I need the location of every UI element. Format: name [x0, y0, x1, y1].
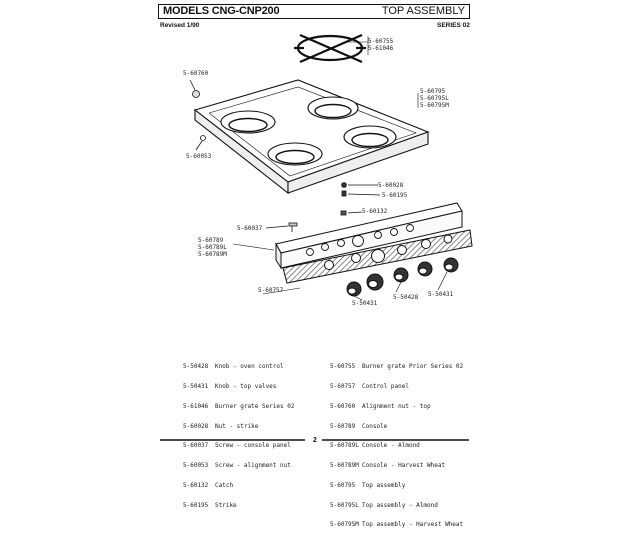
callout-screw-left: 5-60053: [186, 153, 212, 160]
part-number: 5-60132: [183, 481, 209, 489]
part-number: 5-50431: [183, 382, 209, 390]
part-number: 5-60789L: [330, 442, 359, 450]
part-number: 5-60037: [183, 442, 209, 450]
callout-top-c: 5-60795M: [420, 102, 449, 109]
parts-row: [330, 483, 463, 490]
section-title: TOP ASSEMBLY: [381, 5, 465, 17]
parts-row: [330, 424, 463, 431]
part-number: 5-60195: [183, 501, 209, 509]
part-desc: Knob - oven control: [215, 363, 284, 371]
part-number: 5-60789M: [330, 462, 359, 470]
parts-row: [330, 443, 463, 450]
part-desc: Nut - strike: [215, 422, 259, 430]
parts-row: [183, 503, 294, 510]
page-number: 2: [313, 437, 317, 444]
revised-date: Revised 1/90: [160, 22, 200, 29]
callout-catch: 5-60132: [362, 208, 388, 215]
callout-grate-a: 5-60755: [368, 38, 394, 45]
part-number: 5-60789: [330, 422, 356, 430]
part-number: 5-60757: [330, 382, 356, 390]
callout-top-b: 5-60795L: [420, 95, 449, 102]
part-desc: Knob - top valves: [215, 382, 277, 390]
part-desc: Strike: [215, 501, 237, 509]
part-number: 5-60795: [330, 481, 356, 489]
parts-row: [330, 503, 463, 510]
part-desc: Control panel: [362, 382, 409, 390]
parts-row: [183, 384, 294, 391]
parts-row: [183, 463, 294, 470]
part-desc: Console - Harvest Wheat: [362, 462, 446, 470]
callout-screw-top: 5-60760: [183, 70, 209, 77]
callout-knob-top-b: 5-50431: [352, 300, 378, 307]
parts-row: [330, 364, 463, 371]
part-desc: Burner grate Prior Series 02: [362, 363, 464, 371]
cooktop: [195, 80, 428, 193]
part-desc: Console: [362, 422, 388, 430]
part-number: 5-60760: [330, 402, 356, 410]
parts-row: [330, 522, 463, 529]
part-number: 5-60053: [183, 462, 209, 470]
part-desc: Alignment nut - top: [362, 402, 431, 410]
part-number: 5-50428: [183, 363, 209, 371]
part-number: 5-60755: [330, 363, 356, 371]
burner-grate: [294, 35, 366, 62]
parts-list-right: [330, 351, 463, 536]
callout-top-a: 5-60795: [420, 88, 446, 95]
parts-row: [330, 463, 463, 470]
part-number: 5-60795L: [330, 501, 359, 509]
series-label: SERIES 02: [437, 22, 470, 29]
callout-console-c: 5-60789M: [198, 251, 227, 258]
callout-grate-b: 5-61046: [368, 45, 394, 52]
callout-knob-oven: 5-50428: [393, 294, 419, 301]
part-number: 5-61046: [183, 402, 209, 410]
parts-row: [183, 483, 294, 490]
callout-strike: 5-60195: [382, 192, 408, 199]
parts-row: [183, 443, 294, 450]
parts-row: [330, 384, 463, 391]
parts-row: [183, 404, 294, 411]
part-desc: Burner grate Series 02: [215, 402, 295, 410]
parts-row: [183, 364, 294, 371]
callout-screw-console: 5-60037: [237, 225, 263, 232]
callout-knob-top-a: 5-50431: [428, 291, 454, 298]
part-desc: Console - Almond: [362, 442, 420, 450]
part-desc: Screw - console panel: [215, 442, 291, 450]
part-desc: Catch: [215, 481, 234, 489]
models-title: MODELS CNG-CNP200: [163, 5, 280, 17]
part-number: 5-60028: [183, 422, 209, 430]
part-desc: Top assembly: [362, 481, 406, 489]
callout-console-a: 5-60789: [198, 237, 224, 244]
parts-row: [330, 404, 463, 411]
part-desc: Screw - alignment nut: [215, 462, 291, 470]
parts-list-left: [183, 351, 294, 516]
part-number: 5-60795M: [330, 521, 359, 529]
parts-row: [183, 424, 294, 431]
callout-console-b: 5-60789L: [198, 244, 227, 251]
part-desc: Top assembly - Almond: [362, 501, 438, 509]
part-desc: Top assembly - Harvest Wheat: [362, 521, 464, 529]
callout-nut: 5-60028: [378, 182, 404, 189]
callout-panel: 5-60757: [258, 287, 284, 294]
